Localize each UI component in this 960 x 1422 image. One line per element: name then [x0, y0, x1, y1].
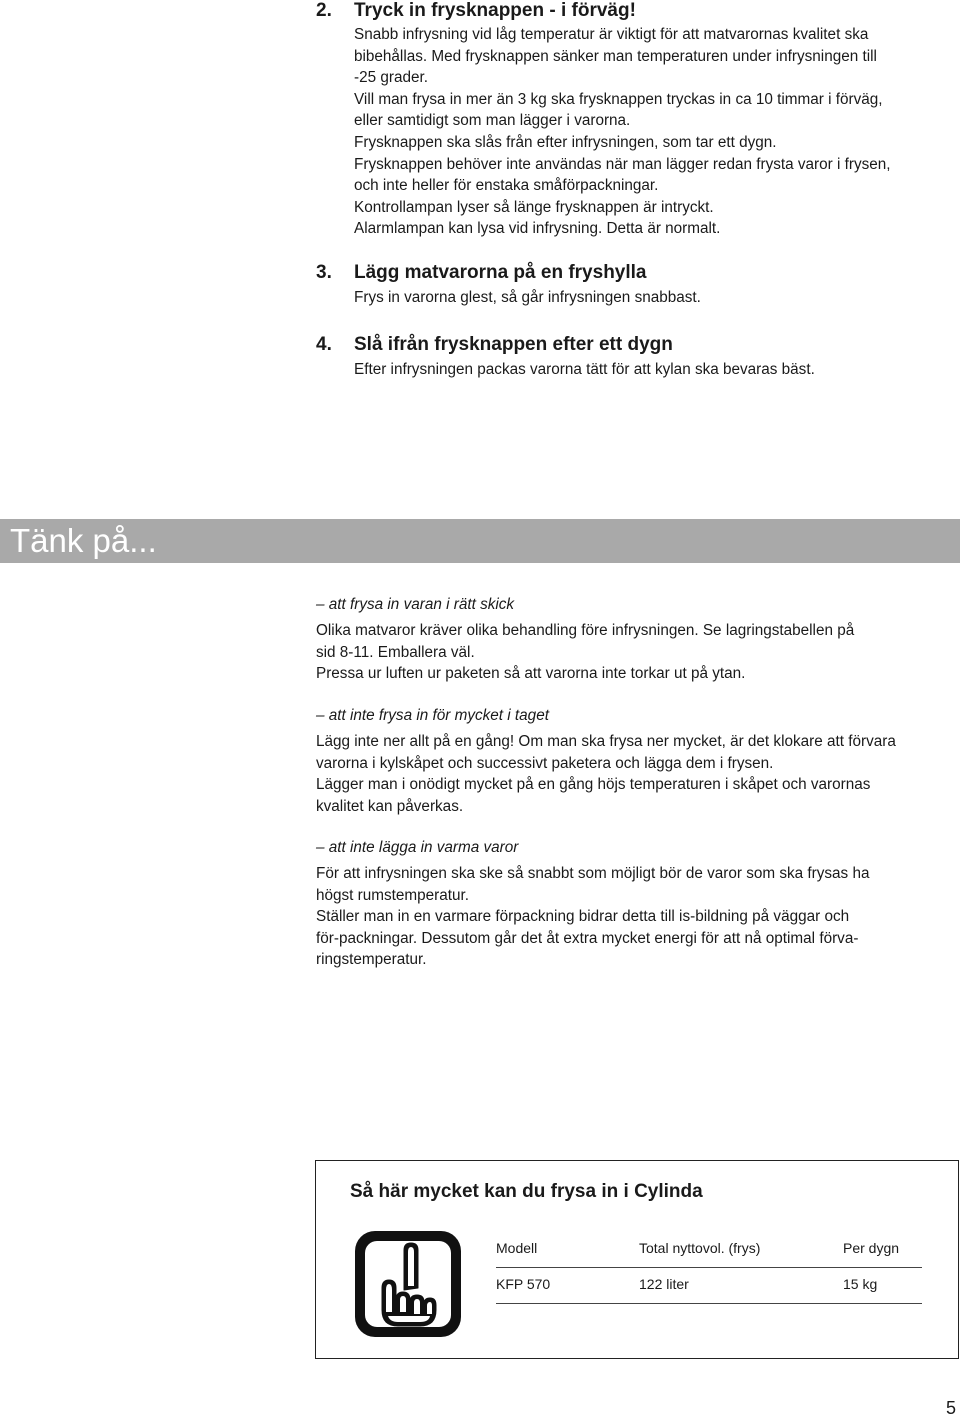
body-line: Efter infrysningen packas varorna tätt för att kylan ska bevaras bäst.	[354, 361, 815, 378]
column-header: Modell	[496, 1240, 538, 1256]
column-header: Per dygn	[843, 1240, 900, 1256]
body-line: Olika matvaror kräver olika behandling före infrysningen. Se lagringstabellen på	[316, 622, 855, 639]
body-line: kvalitet kan påverkas.	[316, 797, 464, 815]
body-line: Kontrollampan lyser så länge frysknappen är intryckt.	[354, 198, 714, 216]
body-line: eller samtidigt som man lägger i varorna.	[354, 112, 631, 130]
tip-block	[316, 594, 960, 685]
body-line: ringstemperatur.	[316, 951, 427, 969]
body-line: och inte heller för enstaka småförpackningar.	[354, 177, 659, 195]
body-line: -25 grader.	[354, 69, 428, 87]
page-number: 5	[945, 1398, 956, 1418]
tip-block	[316, 837, 960, 971]
section-body	[354, 359, 960, 381]
body-line: Frysknappen behöver inte användas när man lägger redan frysta varor i frysen,	[354, 155, 891, 173]
body-line: Frysknappen ska slås från efter infrysningen, som tar ett dygn.	[354, 133, 777, 151]
section-title: Slå ifrån frysknappen efter ett dygn	[354, 334, 673, 355]
tip-heading: – att inte lägga in varma varor	[316, 839, 519, 856]
body-line: För att infrysningen ska ske så snabbt som möjligt bör de varor som ska frysas ha	[316, 865, 870, 882]
body-line: Alarmlampan kan lysa vid infrysning. Detta är normalt.	[354, 220, 721, 238]
table-header-row	[496, 1233, 922, 1268]
section-title: Tryck in frysknappen - i förväg!	[354, 0, 636, 21]
tip-block	[316, 705, 960, 817]
section-body	[354, 287, 960, 309]
tip-body	[316, 863, 960, 971]
table-cell-per-day: 15 kg	[843, 1276, 878, 1292]
tip-heading: – att inte frysa in för mycket i taget	[316, 707, 549, 724]
tip-heading: – att frysa in varan i rätt skick	[316, 596, 515, 613]
section-number: 2.	[316, 0, 332, 21]
body-line: Vill man frysa in mer än 3 kg ska frysknappen tryckas in ca 10 timmar i förväg,	[354, 90, 883, 108]
tip-body	[316, 620, 960, 685]
table-cell-model: KFP 570	[496, 1276, 551, 1292]
pointing-hand-icon	[352, 1228, 464, 1340]
table-cell-volume: 122 liter	[639, 1276, 689, 1292]
column-header: Total nyttovol. (frys)	[639, 1240, 761, 1256]
section-number: 4.	[316, 334, 332, 355]
body-line: högst rumstemperatur.	[316, 886, 470, 904]
capacity-table	[496, 1233, 922, 1304]
body-line: för-packningar. Dessutom går det åt extra mycket energi för att nå optimal förva-	[316, 929, 859, 947]
banner-title: Tänk på...	[10, 522, 157, 559]
table-row	[496, 1269, 922, 1304]
capacity-box-title: Så här mycket kan du frysa in i Cylinda	[350, 1181, 703, 1202]
body-line: Lägger man i onödigt mycket på en gång höjs temperaturen i skåpet och varornas	[316, 776, 871, 794]
section-number: 3.	[316, 262, 332, 283]
section-title: Lägg matvarorna på en fryshylla	[354, 262, 647, 283]
tip-body	[316, 731, 960, 817]
body-line: Frys in varorna glest, så går infrysningen snabbast.	[354, 289, 701, 306]
capacity-box	[315, 1160, 959, 1359]
think-about-banner	[0, 519, 960, 563]
body-line: varorna i kylskåpet och successivt paketera och lägga dem i frysen.	[316, 754, 774, 772]
body-line: Pressa ur luften ur paketen så att varorna inte torkar ut på ytan.	[316, 665, 746, 683]
body-line: sid 8-11. Emballera väl.	[316, 643, 475, 661]
body-line: Snabb infrysning vid låg temperatur är viktigt för att matvarornas kvalitet ska	[354, 26, 869, 43]
section-body	[354, 24, 960, 240]
body-line: Lägg inte ner allt på en gång! Om man ska frysa ner mycket, är det klokare att förvara	[316, 733, 896, 750]
body-line: Ställer man in en varmare förpackning bidrar detta till is-bildning på väggar och	[316, 908, 850, 926]
body-line: bibehållas. Med frysknappen sänker man temperaturen under infrysningen till	[354, 47, 877, 65]
